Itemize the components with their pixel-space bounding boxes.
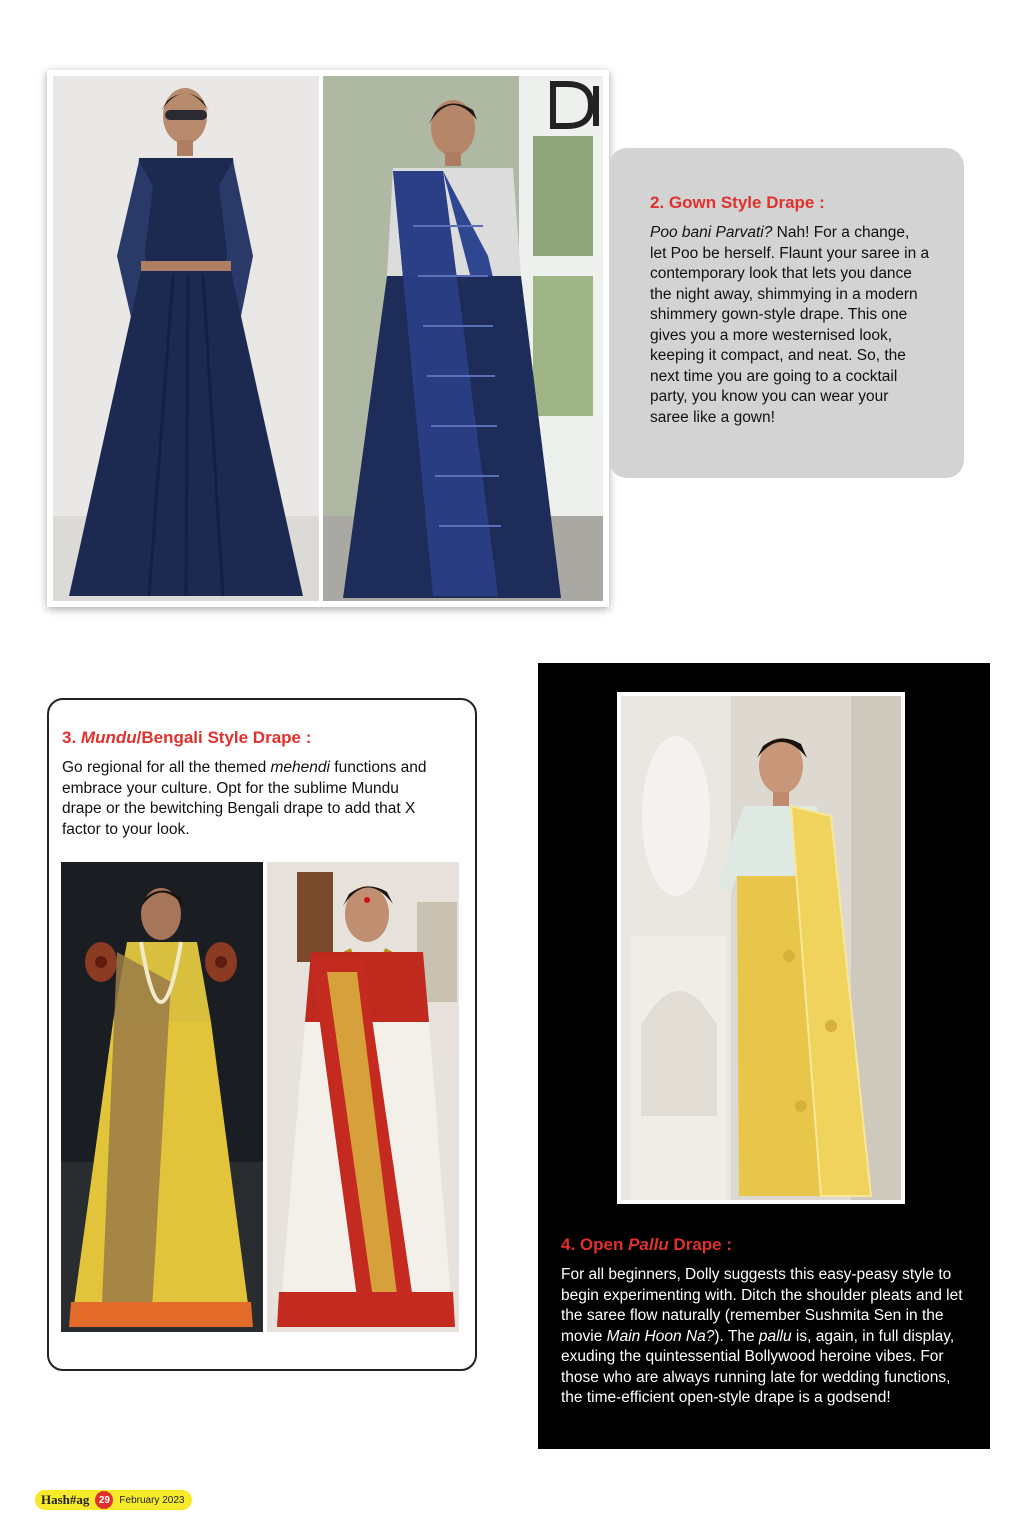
navy-lehenga-sunglasses-photo (53, 76, 319, 601)
page-footer (35, 1490, 192, 1510)
open-pallu-card (538, 663, 990, 1449)
open-pallu-heading (561, 1234, 961, 1256)
bengali-red-white-saree-photo (267, 862, 459, 1332)
gown-style-body-italic: Poo bani Parvati? (650, 224, 773, 241)
page-number-badge: 29 (95, 1491, 113, 1509)
open-pallu-heading-italic: Pallu (628, 1235, 669, 1254)
open-pallu-body (561, 1265, 971, 1409)
magazine-logo: Hash#ag (41, 1492, 90, 1507)
open-pallu-body-italic-2: pallu (758, 1327, 792, 1345)
open-pallu-body-b: ). The (714, 1327, 759, 1345)
gown-photo-frame (47, 70, 609, 607)
mundu-body-italic: mehendi (270, 759, 330, 776)
open-pallu-body-italic-1: Main Hoon Na? (606, 1327, 715, 1345)
open-pallu-heading-a: 4. Open (561, 1235, 629, 1254)
issue-date: February 2023 (119, 1494, 185, 1506)
mundu-heading-num: 3. (62, 728, 81, 747)
mundu-bengali-heading (62, 727, 462, 749)
mundu-heading-italic: Mundu (80, 728, 137, 747)
open-pallu-heading-b: Drape : (668, 1235, 732, 1254)
gown-style-heading: 2. Gown Style Drape : (650, 193, 825, 212)
gown-style-card (609, 148, 964, 478)
navy-drape-checked-pallu-photo (323, 76, 603, 601)
open-pallu-photo-frame (617, 692, 905, 1204)
gown-style-body-text: Nah! For a change, let Poo be herself. Flaunt your saree in a contemporary look that lets you dance the night away, shimmying in a modern shimmery gown-style drape. This one gives you a more westernised look, keeping it compact, and neat. So, the next time you are going to a cocktail party, you know you can wear your saree like a gown! (650, 224, 930, 426)
mundu-heading-rest: /Bengali Style Drape : (136, 728, 312, 747)
top-edge-logo-mark (545, 80, 605, 130)
mundu-yellow-saree-photo (61, 862, 263, 1332)
open-pallu-body-c: is, again, in full display, exuding the quintessential Bollywood heroine vibes. For those who are always running late for wedding functions, the time-efficient open-style drape is a godsend! (561, 1327, 955, 1406)
yellow-open-pallu-saree-photo (621, 696, 901, 1200)
mundu-bengali-card (47, 698, 477, 1371)
mundu-body-a: Go regional for all the themed (62, 759, 271, 776)
gown-style-body (650, 223, 930, 428)
open-pallu-body-a: For all beginners, Dolly suggests this easy-peasy style to begin experimenting with. Ditch the shoulder pleats and let the saree flow naturally (remember Sushmita Sen in the movie (561, 1266, 963, 1345)
mundu-bengali-body (62, 758, 442, 840)
mundu-body-b: functions and embrace your culture. Opt for the sublime Mundu drape or the bewitching Bengali drape to add that X factor to your look. (62, 759, 427, 838)
